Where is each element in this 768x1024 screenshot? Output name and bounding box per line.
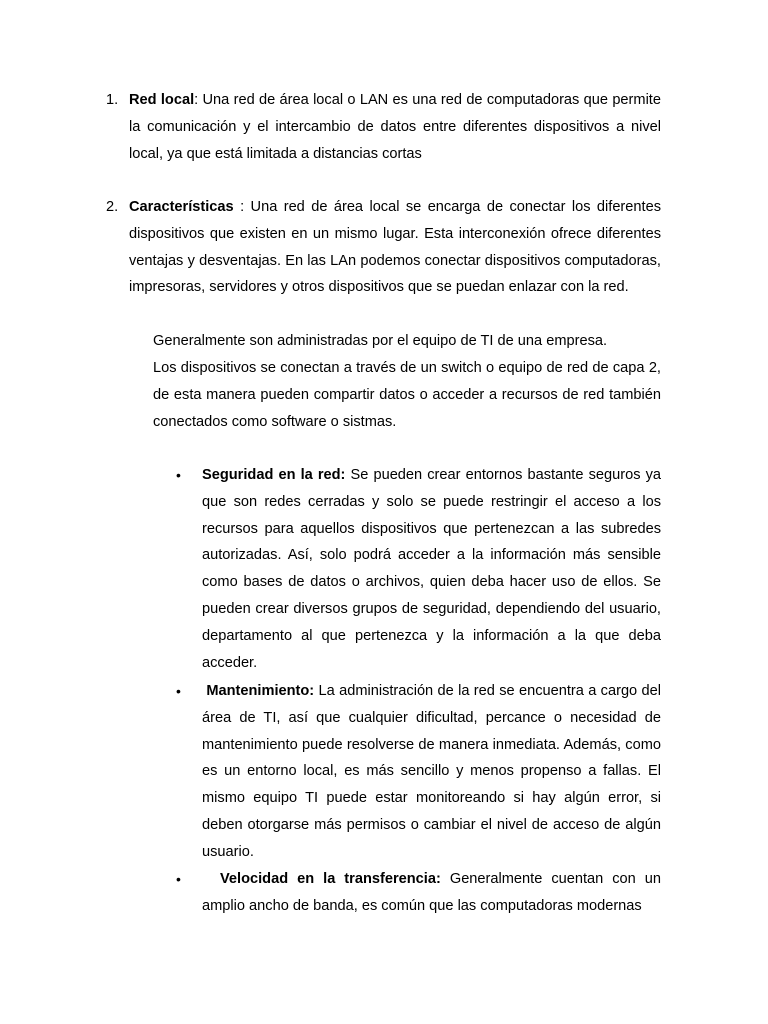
text-mantenimiento: La administración de la red se encuentra a cargo del área de TI, así que cualquier dificultad, percance o necesidad de mantenimiento puede resolverse de manera inmediata. Además, como es un entorno local, es más sencillo y menos propenso a fallas. El mismo equipo TI puede estar monitoreando si hay algún error, si deben otorgarse más permisos o cambiar el nivel de acceso de algún usuario. — [202, 683, 661, 860]
bullet-icon: • — [176, 683, 181, 699]
list-number-1: 1. — [106, 92, 119, 108]
text-velocidad: Generalmente cuentan con un amplio ancho de banda, es común que las computadoras modernas — [202, 871, 662, 914]
definition-red-local: : Una red de área local o LAN es una red de computadoras que permite la comunicación y el intercambio de datos entre diferentes dispositivos a nivel local, ya que está limitada a distancias cortas — [129, 92, 661, 162]
term-velocidad: Velocidad en la transferencia: — [202, 871, 441, 887]
bullet-item-seguridad — [202, 462, 661, 676]
list-number-2: 2. — [106, 199, 119, 215]
term-red-local: Red local — [129, 92, 195, 108]
term-caracteristicas: Características — [129, 199, 234, 215]
definition-caracteristicas: : Una red de área local se encarga de conectar los diferentes dispositivos que existen en un mismo lugar. Esta interconexión ofrece diferentes ventajas y desventajas. En las LAn podemos conectar dispositivos computadoras, impresoras, servidores y otros dispositivos que se puedan enlazar con la red. — [129, 199, 661, 296]
bullet-icon: • — [176, 871, 181, 887]
bullet-icon: • — [176, 467, 181, 483]
term-mantenimiento: Mantenimiento: — [202, 683, 315, 699]
list-item-red-local — [129, 87, 661, 167]
term-seguridad: Seguridad en la red: — [202, 467, 346, 483]
bullet-item-mantenimiento — [202, 678, 661, 866]
paragraph-dispositivos: Los dispositivos se conectan a través de un switch o equipo de red de capa 2, de esta manera pueden compartir datos o acceder a recursos de red también conectados como software o sistmas. — [153, 360, 661, 430]
list-item-caracteristicas — [129, 194, 661, 301]
bullet-item-velocidad — [202, 866, 661, 920]
paragraph-administracion: Generalmente son administradas por el equipo de TI de una empresa. — [153, 333, 608, 349]
text-seguridad: Se pueden crear entornos bastante seguros ya que son redes cerradas y solo se puede restringir el acceso a los recursos para aquellos dispositivos que pertenezcan a las subredes autorizadas. Así, solo podrá acceder a la información más sensible como bases de datos o archivos, quien deba hacer uso de ellos. Se pueden crear diversos grupos de seguridad, dependiendo del usuario, departamento al que pertenezca y la información a la que deba acceder. — [202, 467, 661, 671]
